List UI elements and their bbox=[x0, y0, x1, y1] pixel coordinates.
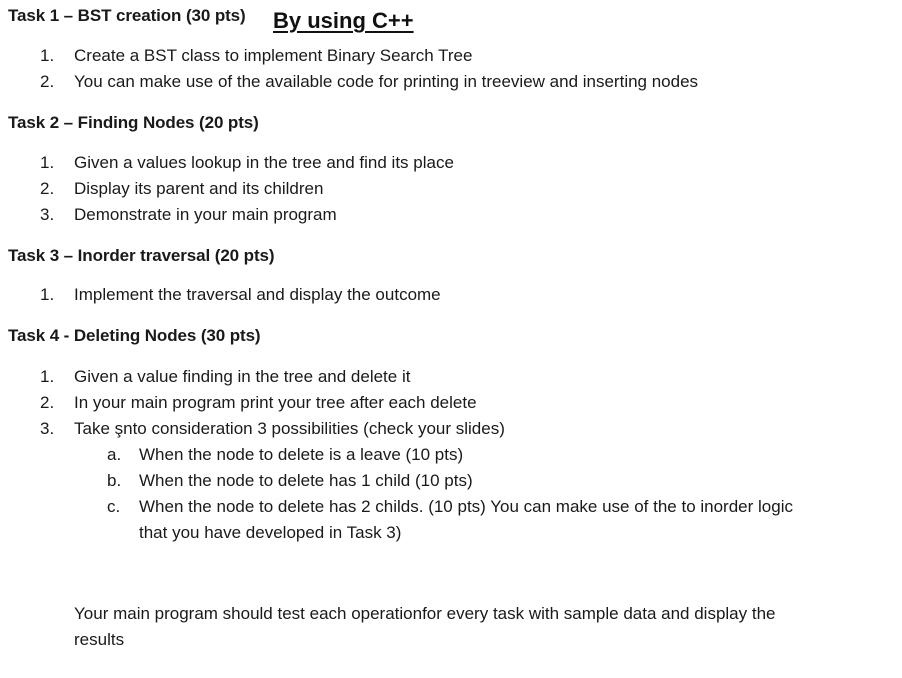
list-text: Implement the traversal and display the outcome bbox=[74, 285, 441, 304]
task2-heading: Task 2 – Finding Nodes (20 pts) bbox=[8, 113, 259, 132]
list-number: 1. bbox=[40, 285, 55, 304]
list-text: You can make use of the available code for printing in treeview and inserting nodes bbox=[74, 72, 699, 91]
sub-list-letter: b. bbox=[107, 471, 122, 490]
list-number: 3. bbox=[40, 205, 55, 224]
list-number: 2. bbox=[40, 179, 55, 198]
final-note-line: results bbox=[74, 630, 125, 649]
list-number: 2. bbox=[40, 72, 55, 91]
sub-list-letter: c. bbox=[107, 497, 121, 516]
list-text: Given a value finding in the tree and delete it bbox=[74, 367, 411, 386]
list-text: Demonstrate in your main program bbox=[74, 205, 337, 224]
language-note: By using C++ bbox=[273, 8, 414, 33]
list-number: 3. bbox=[40, 419, 55, 438]
list-number: 2. bbox=[40, 393, 55, 412]
list-number: 1. bbox=[40, 153, 55, 172]
sub-list-letter: a. bbox=[107, 445, 122, 464]
sub-list-text: When the node to delete has 2 childs. (10 pts) You can make use of the to inorder logic bbox=[139, 497, 793, 516]
task4-heading: Task 4 - Deleting Nodes (30 pts) bbox=[8, 326, 261, 345]
list-text: Create a BST class to implement Binary Search Tree bbox=[74, 46, 473, 65]
final-note-line: Your main program should test each operationfor every task with sample data and display the bbox=[74, 604, 776, 623]
sub-list-text: that you have developed in Task 3) bbox=[139, 523, 402, 542]
list-number: 1. bbox=[40, 46, 55, 65]
list-number: 1. bbox=[40, 367, 55, 386]
task1-heading: Task 1 – BST creation (30 pts) bbox=[8, 6, 246, 25]
list-text: Take şnto consideration 3 possibilities (check your slides) bbox=[74, 419, 505, 438]
sub-list-text: When the node to delete has 1 child (10 pts) bbox=[139, 471, 473, 490]
list-text: Display its parent and its children bbox=[74, 179, 324, 198]
list-text: Given a values lookup in the tree and find its place bbox=[74, 153, 454, 172]
task3-heading: Task 3 – Inorder traversal (20 pts) bbox=[8, 246, 275, 265]
sub-list-text: When the node to delete is a leave (10 pts) bbox=[139, 445, 464, 464]
list-text: In your main program print your tree after each delete bbox=[74, 393, 477, 412]
